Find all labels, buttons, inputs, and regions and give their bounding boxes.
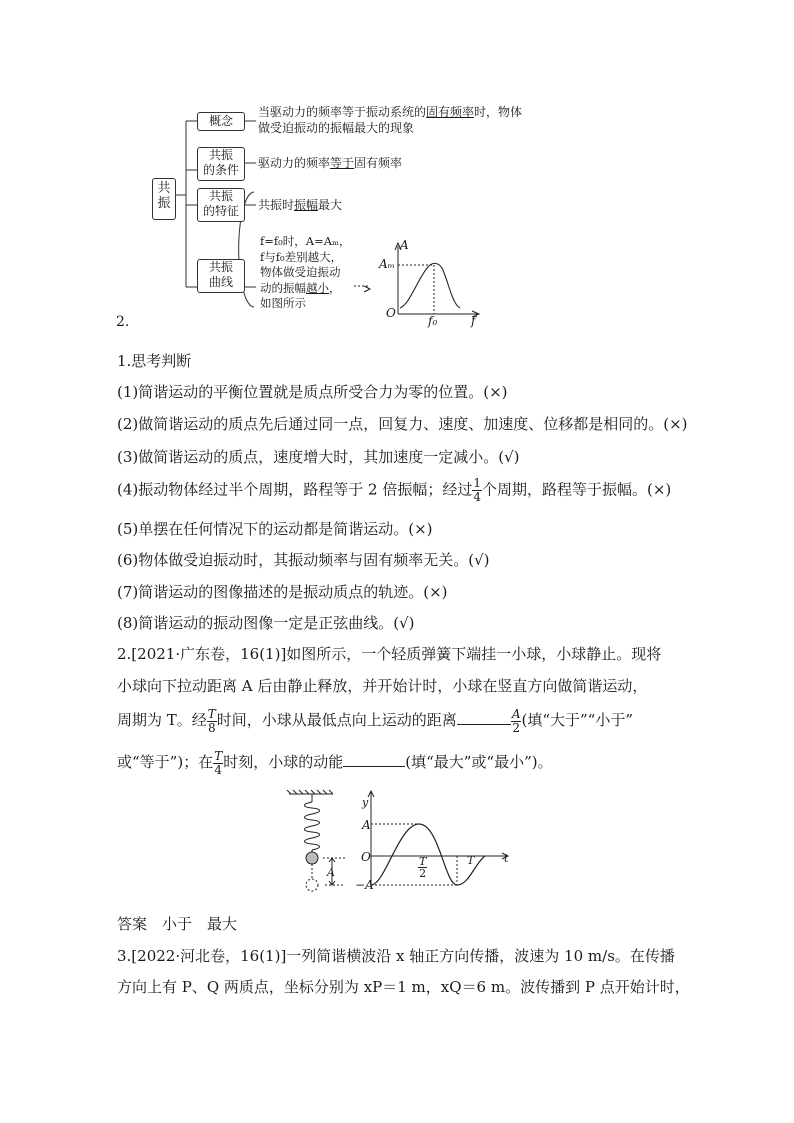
fig-T-label: T bbox=[467, 854, 475, 867]
feature-desc-underlined: 振幅 bbox=[294, 198, 319, 212]
judge-item-4-a: (4)振动物体经过半个周期，路程等于 2 倍振幅；经过 bbox=[117, 480, 473, 499]
box-condition bbox=[197, 147, 245, 181]
judge-item-4-b: 个周期，路程等于振幅。(×) bbox=[481, 480, 672, 499]
q3-line2: 方向上有 P、Q 两质点，坐标分别为 xP＝1 m，xQ＝6 m。波传播到 P 点开始计时， bbox=[117, 978, 690, 996]
q2-line4-b: 时刻，小球的动能 bbox=[223, 753, 344, 771]
fig-y-label: y bbox=[362, 796, 369, 809]
graph-f0-label: f₀ bbox=[428, 314, 438, 328]
graph-peak-label: Aₘ bbox=[379, 257, 396, 271]
curve-desc bbox=[260, 234, 351, 312]
curve-desc-l3: 物体做受迫振动 bbox=[260, 265, 341, 279]
curve-desc-l2: f与f₀差别越大， bbox=[260, 249, 343, 264]
box-condition-l2: 的条件 bbox=[202, 163, 239, 177]
frac-1-4-den: 4 bbox=[473, 490, 481, 504]
q2-line3-a: 周期为 T。经 bbox=[117, 711, 207, 729]
judge-item-7: (7)简谐运动的图像描述的是振动质点的轨迹。(×) bbox=[117, 583, 448, 601]
judge-item-8: (8)简谐运动的振动图像一定是正弦曲线。(√) bbox=[117, 614, 415, 632]
q2-line4-c: (填“最大”或“最小”)。 bbox=[405, 753, 553, 771]
feature-desc bbox=[258, 197, 342, 213]
fig-t-label: t bbox=[504, 852, 509, 865]
judge-item-3: (3)做简谐运动的质点，速度增大时，其加速度一定减小。(√) bbox=[117, 448, 520, 466]
frac-A-2-num: A bbox=[511, 706, 521, 721]
curve-desc-l5: 如图所示 bbox=[260, 296, 306, 310]
fig-T2-num: T bbox=[419, 855, 427, 868]
box-feature bbox=[197, 188, 245, 222]
fig-A-label: A bbox=[362, 818, 371, 832]
judge-item-6: (6)物体做受迫振动时，其振动频率与固有频率无关。(√) bbox=[117, 551, 490, 569]
fig-T2-den: 2 bbox=[419, 867, 427, 880]
item-number: 2. bbox=[116, 314, 130, 330]
resonance-curve-graph bbox=[350, 238, 500, 338]
fig-spring-A-label: A bbox=[327, 866, 335, 879]
box-concept bbox=[197, 112, 245, 131]
fig-T2-label bbox=[418, 856, 427, 879]
q2-line1: 2.[2021·广东卷，16(1)]如图所示，一个轻质弹簧下端挂一小球，小球静止。现将 bbox=[117, 645, 662, 663]
box-feature-l1: 共振 bbox=[208, 189, 233, 203]
frac-T-8 bbox=[207, 708, 217, 735]
q2-line4 bbox=[117, 742, 553, 782]
box-condition-l1: 共振 bbox=[208, 148, 233, 162]
root-box bbox=[152, 178, 176, 220]
curve-desc-l1: f=f₀时，A=Aₘ， bbox=[260, 234, 351, 248]
frac-A-2-den: 2 bbox=[512, 720, 520, 735]
concept-desc-line2: 做受迫振动的振幅最大的现象 bbox=[258, 121, 415, 135]
concept-desc bbox=[258, 104, 522, 136]
judge-item-2: (2)做简谐运动的质点先后通过同一点，回复力、速度、加速度、位移都是相同的。(×) bbox=[117, 415, 688, 433]
box-curve-l2: 曲线 bbox=[208, 275, 233, 289]
concept-desc-c: 时，物体 bbox=[474, 105, 523, 119]
judge-item-1: (1)简谐运动的平衡位置就是质点所受合力为零的位置。(×) bbox=[117, 383, 508, 401]
frac-T-4-den: 4 bbox=[214, 762, 223, 777]
fig-O-label: O bbox=[361, 850, 371, 864]
box-curve-l1: 共振 bbox=[208, 260, 233, 274]
judge-item-5: (5)单摆在任何情况下的运动都是简谐运动。(×) bbox=[117, 520, 433, 538]
box-curve bbox=[197, 259, 245, 293]
q2-line3-b: 时间，小球从最低点向上运动的距离 bbox=[216, 711, 457, 729]
q2-answer: 答案 小于 最大 bbox=[117, 915, 238, 933]
feature-desc-a: 共振时 bbox=[258, 198, 295, 212]
judge-item-4 bbox=[117, 477, 671, 504]
box-concept-label: 概念 bbox=[208, 114, 233, 128]
answer-blank-1[interactable] bbox=[457, 724, 511, 725]
fig-negA-label: −A bbox=[355, 878, 374, 892]
concept-desc-underlined: 固有频率 bbox=[426, 105, 475, 119]
graph-x-label: f bbox=[471, 314, 476, 328]
graph-y-label: A bbox=[400, 238, 409, 252]
condition-desc bbox=[258, 155, 402, 171]
frac-1-4 bbox=[472, 477, 482, 504]
feature-desc-c: 最大 bbox=[318, 198, 343, 212]
frac-T-8-num: T bbox=[207, 706, 216, 721]
q2-line3-c: (填“大于”“小于” bbox=[521, 711, 634, 729]
frac-1-4-num: 1 bbox=[473, 476, 481, 490]
root-label-2: 振 bbox=[157, 196, 171, 211]
frac-A-2 bbox=[511, 708, 522, 735]
frac-T-4-num: T bbox=[214, 748, 223, 763]
answer-blank-2[interactable] bbox=[343, 766, 405, 767]
q2-line2: 小球向下拉动距离 A 后由静止释放，并开始计时，小球在竖直方向做简谐运动， bbox=[117, 677, 648, 695]
curve-desc-l4: 动的振幅越小， bbox=[260, 280, 341, 295]
frac-T-8-den: 8 bbox=[207, 720, 216, 735]
root-label-1: 共 bbox=[157, 181, 171, 196]
q2-line4-a: 或“等于”)；在 bbox=[117, 753, 214, 771]
box-feature-l2: 的特征 bbox=[202, 204, 239, 218]
condition-desc-c: 固有频率 bbox=[354, 156, 403, 170]
condition-desc-underlined: 等于 bbox=[330, 156, 355, 170]
q3-line1: 3.[2022·河北卷，16(1)]一列简谐横波沿 x 轴正方向传播，波速为 10 m/s。在传播 bbox=[117, 947, 675, 965]
curve-desc-underlined: 越小 bbox=[306, 280, 329, 295]
q2-line3 bbox=[117, 700, 633, 740]
concept-desc-a: 当驱动力的频率等于振动系统的 bbox=[258, 105, 427, 119]
section1-heading: 1.思考判断 bbox=[117, 352, 192, 370]
frac-T-4 bbox=[213, 750, 223, 777]
graph-origin-label: O bbox=[386, 306, 396, 320]
condition-desc-a: 驱动力的频率 bbox=[258, 156, 331, 170]
spring-oscillation-figure bbox=[285, 788, 525, 898]
